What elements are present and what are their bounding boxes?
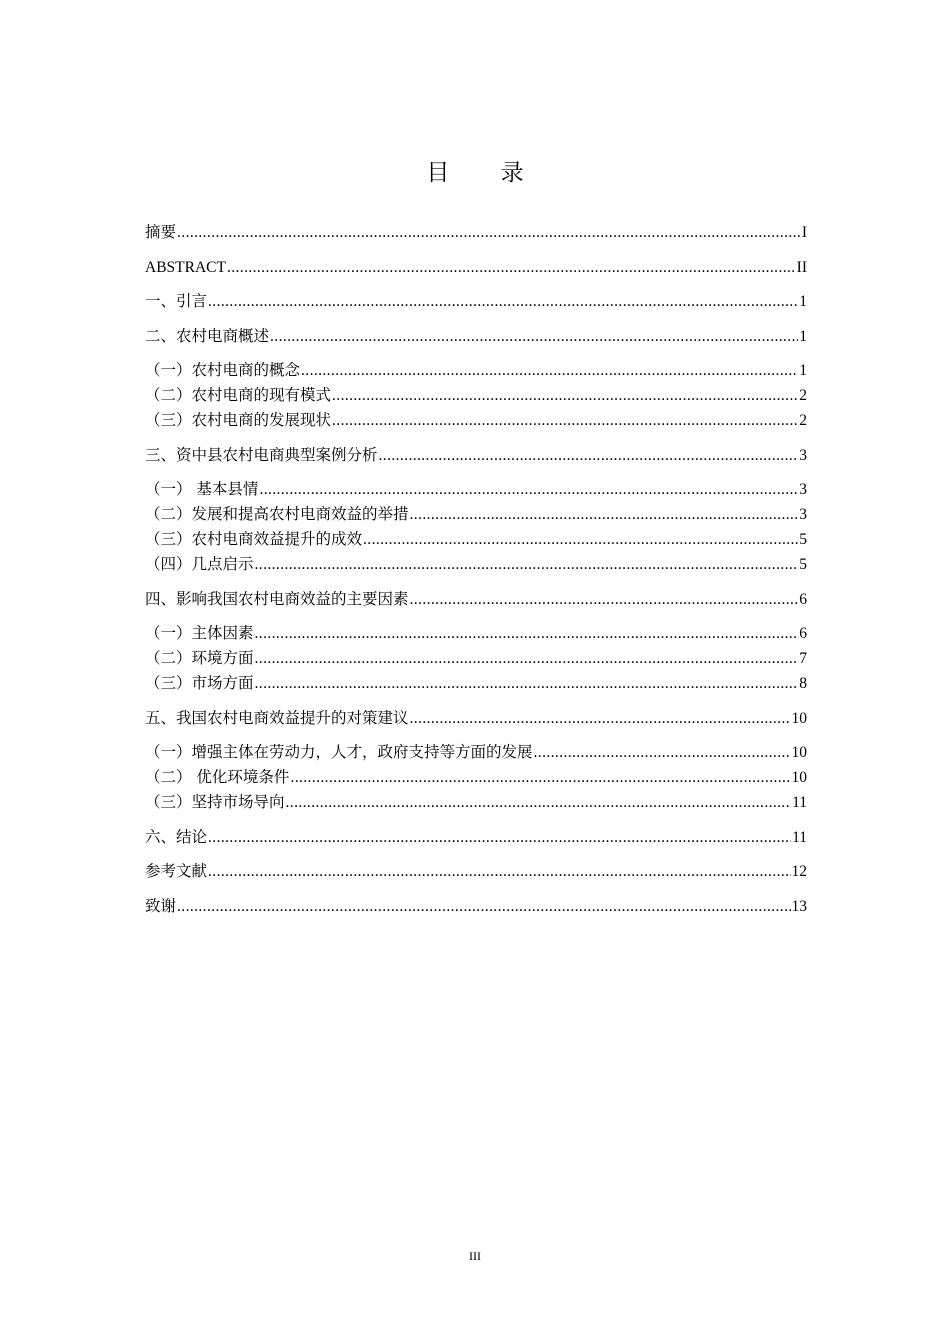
toc-entry-label: （一）增强主体在劳动力，人才，政府支持等方面的发展 (145, 743, 533, 761)
toc-entry-page-number: 10 (791, 769, 807, 786)
toc-dot-leader (534, 740, 791, 765)
toc-entry-page-number: 1 (799, 327, 807, 345)
toc-entry[interactable] (145, 527, 807, 552)
toc-entry-label: （一） 基本县情 (145, 480, 259, 498)
toc-dot-leader (410, 587, 799, 612)
toc-entry[interactable] (145, 502, 807, 527)
toc-entry[interactable] (145, 408, 807, 433)
toc-entry-label: （二） 优化环境条件 (145, 768, 290, 786)
toc-entry-page-number: 3 (799, 446, 807, 464)
toc-entry[interactable] (145, 289, 807, 314)
toc-dot-leader (177, 220, 801, 245)
toc-entry[interactable] (145, 894, 807, 919)
toc-entry[interactable] (145, 587, 807, 612)
toc-entry-label: 六、结论 (145, 827, 208, 846)
toc-entry-page-number: 10 (791, 744, 807, 761)
toc-dot-leader (270, 324, 798, 349)
toc-dot-leader (363, 527, 798, 552)
table-of-contents (145, 220, 807, 919)
toc-entry[interactable] (145, 324, 807, 349)
toc-dot-leader (208, 825, 791, 850)
toc-entry-label: （三）农村电商效益提升的成效 (145, 530, 363, 548)
toc-entry[interactable] (145, 765, 807, 790)
toc-dot-leader (379, 443, 799, 468)
toc-entry[interactable] (145, 358, 807, 383)
page-number-footer: III (469, 1249, 481, 1263)
toc-entry-label: 摘要 (145, 223, 177, 241)
toc-entry-label: （三）农村电商的发展现状 (145, 411, 332, 429)
toc-entry[interactable] (145, 671, 807, 696)
toc-entry-page-number: 2 (799, 412, 807, 429)
toc-entry-page-number: 5 (799, 531, 807, 548)
toc-entry-label: （一）农村电商的概念 (145, 361, 301, 379)
toc-entry-label: （三）市场方面 (145, 674, 254, 692)
toc-entry-page-number: 6 (799, 625, 807, 642)
toc-entry-page-number: 7 (799, 650, 807, 667)
toc-entry-label: 三、资中县农村电商典型案例分析 (145, 445, 378, 464)
toc-entry-label: ABSTRACT (145, 258, 226, 276)
toc-entry-page-number: 12 (791, 863, 807, 880)
toc-entry-label: （二）环境方面 (145, 649, 254, 667)
toc-entry[interactable] (145, 706, 807, 731)
toc-entry-label: （一）主体因素 (145, 624, 254, 642)
toc-entry[interactable] (145, 859, 807, 884)
toc-entry-label: （三）坚持市场导向 (145, 793, 285, 811)
toc-dot-leader (208, 859, 790, 884)
toc-entry-page-number: 11 (792, 794, 807, 811)
toc-dot-leader (410, 502, 799, 527)
toc-entry-page-number: 10 (791, 709, 807, 727)
toc-entry-page-number: 2 (799, 387, 807, 404)
toc-entry[interactable] (145, 383, 807, 408)
toc-dot-leader (332, 383, 798, 408)
toc-entry-page-number: II (796, 258, 807, 276)
toc-entry-label: 致谢 (145, 896, 177, 915)
toc-entry-label: 参考文献 (145, 862, 208, 880)
toc-entry[interactable] (145, 552, 807, 577)
toc-dot-leader (290, 765, 790, 790)
toc-dot-leader (301, 358, 798, 383)
toc-entry-page-number: 8 (799, 675, 807, 692)
toc-entry-page-number: 13 (791, 897, 807, 915)
toc-entry-label: （二）发展和提高农村电商效益的举措 (145, 505, 409, 523)
toc-entry-label: （四）几点启示 (145, 555, 254, 573)
toc-dot-leader (410, 706, 791, 731)
toc-dot-leader (227, 255, 796, 280)
toc-entry[interactable] (145, 790, 807, 815)
toc-entry[interactable] (145, 443, 807, 468)
toc-entry[interactable] (145, 740, 807, 765)
toc-title: 目 录 (426, 160, 546, 186)
toc-dot-leader (255, 552, 799, 577)
toc-entry-page-number: 1 (799, 362, 807, 379)
toc-entry-page-number: 1 (799, 293, 807, 310)
toc-dot-leader (286, 790, 792, 815)
toc-entry-page-number: 3 (799, 506, 807, 523)
toc-entry[interactable] (145, 477, 807, 502)
toc-entry-page-number: 3 (799, 481, 807, 498)
toc-entry-page-number: 6 (799, 590, 807, 608)
toc-entry-label: （二）农村电商的现有模式 (145, 386, 332, 404)
toc-entry[interactable] (145, 646, 807, 671)
toc-dot-leader (177, 894, 790, 919)
toc-dot-leader (255, 621, 799, 646)
toc-dot-leader (255, 646, 799, 671)
toc-dot-leader (255, 671, 799, 696)
toc-entry-label: 四、影响我国农村电商效益的主要因素 (145, 589, 409, 608)
toc-entry[interactable] (145, 255, 807, 280)
toc-entry-page-number: 5 (799, 556, 807, 573)
toc-entry-label: 五、我国农村电商效益提升的对策建议 (145, 708, 409, 727)
toc-dot-leader (332, 408, 798, 433)
toc-entry-label: 一、引言 (145, 292, 208, 310)
toc-entry-label: 二、农村电商概述 (145, 326, 270, 345)
toc-entry[interactable] (145, 621, 807, 646)
toc-entry[interactable] (145, 825, 807, 850)
toc-entry-page-number: I (801, 224, 807, 241)
toc-entry[interactable] (145, 220, 807, 245)
toc-entry-page-number: 11 (792, 828, 807, 846)
toc-dot-leader (259, 477, 798, 502)
toc-dot-leader (208, 289, 798, 314)
